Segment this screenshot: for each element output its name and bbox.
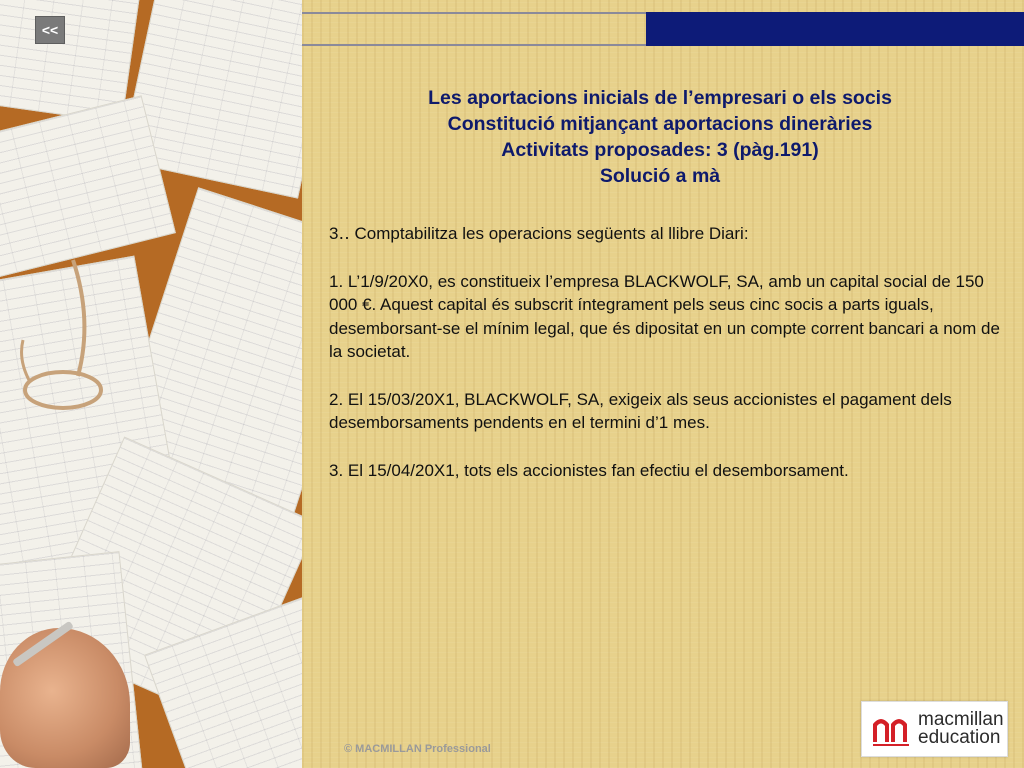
- header-bar: [646, 12, 1024, 46]
- slide-title: [330, 85, 990, 189]
- exercise-item-2: 2. El 15/03/20X1, BLACKWOLF, SA, exigeix als seus accionistes el pagament dels desemborsaments pendents en el termini d’1 mes.: [329, 389, 952, 432]
- back-button[interactable]: <<: [35, 16, 65, 44]
- exercise-intro: 3‥ Comptabilitza les operacions següents al llibre Diari:: [329, 224, 749, 243]
- title-line-1: Les aportacions inicials de l’empresari o els socis: [428, 87, 892, 109]
- copyright-notice: © MACMILLAN Professional: [344, 743, 491, 755]
- logo-line-1: macmillan: [918, 709, 1004, 730]
- title-line-3: Activitats proposades: 3 (pàg.191): [501, 139, 819, 161]
- title-line-2: Constitució mitjançant aportacions dineràries: [447, 113, 873, 135]
- title-line-4: Solució a mà: [599, 165, 721, 187]
- header-rule-bottom: [302, 44, 646, 46]
- exercise-text: [329, 222, 1009, 506]
- macmillan-logo: [861, 701, 1008, 757]
- logo-line-2: education: [918, 727, 1001, 748]
- logo-wordmark: [918, 711, 1004, 747]
- exercise-item-1: 1. L’1/9/20X0, es constitueix l’empresa BLACKWOLF, SA, amb un capital social de 150 000 €. Aquest capital és subscrit íntegrament pels seus cinc socis a parts iguals, desemborsant-se el mínim legal, que és dipositat en un compte corrent bancari a nom de la societat.: [329, 271, 1000, 361]
- header-rule-top: [302, 12, 646, 14]
- background-photo: [0, 0, 302, 768]
- exercise-item-3: 3. El 15/04/20X1, tots els accionistes fan efectiu el desemborsament.: [329, 460, 849, 480]
- macmillan-logo-icon: [871, 712, 911, 746]
- glasses-icon: [18, 240, 108, 420]
